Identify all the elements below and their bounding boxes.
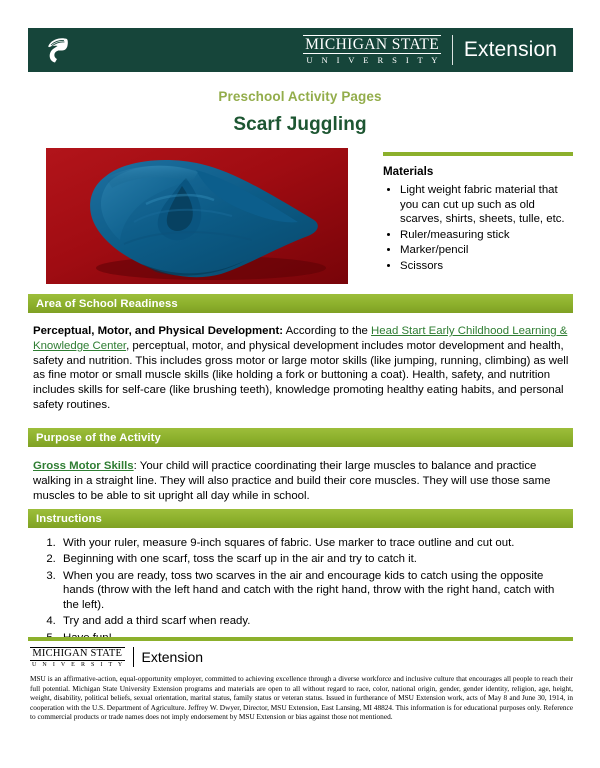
- section-body-readiness: [33, 324, 570, 413]
- footer-wordmark-line2: U N I V E R S I T Y: [32, 661, 125, 668]
- section-bar-purpose: Purpose of the Activity: [28, 428, 573, 447]
- footer-extension-label: Extension: [141, 649, 204, 666]
- msu-wordmark: [303, 35, 452, 64]
- activity-photo: [46, 148, 348, 284]
- materials-list: [383, 183, 573, 274]
- footer-wordmark-line1: MICHIGAN STATE: [30, 647, 125, 661]
- readiness-lead: Perceptual, Motor, and Physical Development:: [33, 325, 284, 337]
- page-title: Scarf Juggling: [233, 114, 367, 135]
- materials-panel: [383, 152, 573, 275]
- section-body-instructions: [33, 536, 570, 647]
- list-item: • Marker/pencil: [400, 243, 573, 258]
- page-header-band: [28, 28, 573, 72]
- footer-msu-wordmark: [30, 647, 125, 668]
- list-item: 4. Try and add a third scarf when ready.: [59, 614, 570, 629]
- list-item: 1. With your ruler, measure 9-inch squares of fabric. Use marker to trace outline and cut out.: [59, 536, 570, 551]
- spartan-helmet-icon: [42, 33, 76, 67]
- section-bar-readiness: Area of School Readiness: [28, 294, 573, 313]
- list-item: • Light weight fabric material that you can cut up such as old scarves, shirts, sheets, tulle, etc.: [400, 183, 573, 227]
- materials-heading: Materials: [383, 165, 434, 178]
- list-item: 2. Beginning with one scarf, toss the scarf up in the air and try to catch it.: [59, 552, 570, 567]
- logo-divider: [452, 35, 453, 65]
- footer-msu-extension-logo: [30, 647, 203, 668]
- materials-divider: [383, 152, 573, 156]
- list-item: • Ruler/measuring stick: [400, 228, 573, 243]
- instructions-list: [33, 536, 570, 646]
- msu-extension-logo: [303, 35, 557, 65]
- msu-wordmark-line1: MICHIGAN STATE: [305, 36, 440, 54]
- section-body-purpose: [33, 459, 570, 503]
- list-item: • Scissors: [400, 259, 573, 274]
- head-start-link[interactable]: Head Start Early Childhood Learning & Knowledge Center: [33, 325, 568, 352]
- page-kicker: Preschool Activity Pages: [218, 89, 382, 104]
- purpose-text: : Your child will practice coordinating their large muscles to balance and practice walking in a straight line. They will also practice and build their core muscles. They will use those same muscles to be able to sit upright all day while in school.: [33, 460, 551, 502]
- readiness-text-before-link: According to the: [283, 325, 372, 337]
- section-bar-instructions: Instructions: [28, 509, 573, 528]
- gross-motor-skills-link[interactable]: Gross Motor Skills: [33, 460, 134, 472]
- readiness-text-after-link: , perceptual, motor, and physical development includes motor development and health, safety and nutrition. This includes gross motor or large motor skills (like jumping, running, climbing) as well as fine motor or small muscle skills (like holding a fork or buttoning a coat). Health, safety, and nutrition includes skills for self-care (like brushing teeth), knowledge promoting healthy eating habits, and personal safety routines.: [33, 339, 569, 411]
- legal-disclaimer: MSU is an affirmative-action, equal-opportunity employer, committed to achieving excellence through a diverse workforce and inclusive culture that encourages all people to reach their full potential. Michigan State University Extension programs and materials are open to all without regard to race, color, national origin, gender, gender identity, religion, age, height, weight, disability, political beliefs, sexual orientation, marital status, family status or veteran status. Issued in furtherance of MSU Extension work, acts of May 8 and June 30, 1914, in cooperation with the U.S. Department of Agriculture. Jeffrey W. Dwyer, Director, MSU Extension, East Lansing, MI 48824. This information is for educational purposes only. Reference to commercial products or trade names does not imply endorsement by MSU Extension or bias against those not mentioned.: [30, 674, 573, 722]
- list-item: 3. When you are ready, toss two scarves in the air and encourage kids to catch using the opposite hands (throw with the left hand and catch with the right hand, throw with the right hand, catch with the left).: [59, 569, 570, 613]
- extension-label: Extension: [463, 38, 557, 61]
- msu-wordmark-line2: U N I V E R S I T Y: [306, 54, 441, 65]
- footer-divider: [28, 637, 573, 641]
